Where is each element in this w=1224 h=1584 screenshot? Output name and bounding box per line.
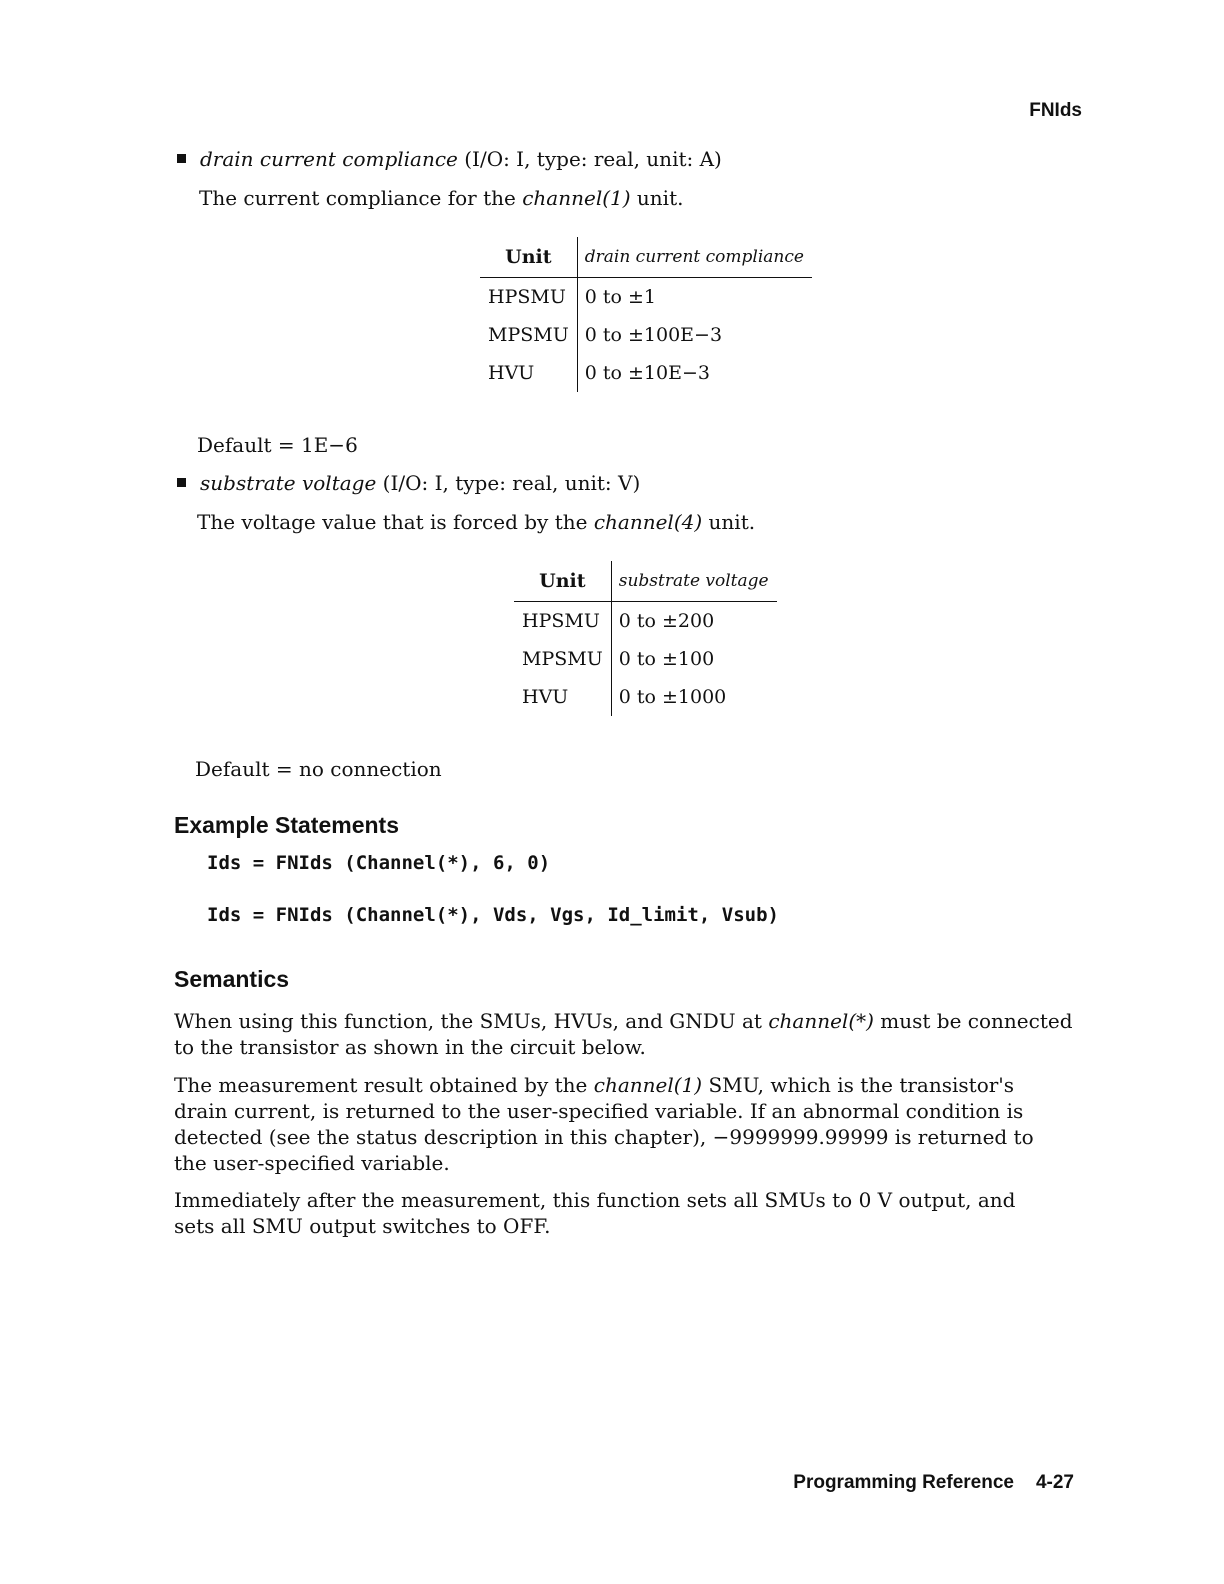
semantics-paragraph: [174, 1008, 1074, 1060]
param-default: Default = 1E−6: [197, 433, 358, 457]
para-text: must be connected to the transistor as shown in the circuit below.: [174, 1009, 1073, 1059]
para-text: When using this function, the SMUs, HVUs, and GNDU at: [174, 1009, 762, 1033]
param-drain-current-compliance: [177, 147, 722, 171]
unit-cell: HVU: [522, 686, 569, 708]
param-name: substrate voltage: [200, 471, 377, 495]
running-header: FNIds: [1029, 100, 1082, 121]
table-header-unit: Unit: [514, 561, 611, 602]
page-number: 4-27: [1035, 1472, 1074, 1493]
range-cell: 0 to ±100E−3: [577, 316, 812, 354]
param-name: drain current compliance: [200, 147, 458, 171]
code-example: Ids = FNIds (Channel(*), Vds, Vgs, Id_limit, Vsub): [207, 904, 779, 926]
substrate-voltage-table: [514, 561, 777, 716]
table-header-value: drain current compliance: [577, 237, 812, 278]
unit-cell: HPSMU: [522, 610, 600, 632]
table-row: [480, 278, 812, 317]
channel-ref: channel(1): [593, 1073, 703, 1097]
table-row: [480, 354, 812, 392]
range-cell: 0 to ±1000: [611, 678, 776, 716]
desc-text: unit.: [708, 510, 756, 534]
table-row: [514, 678, 777, 716]
range-cell: 0 to ±10E−3: [577, 354, 812, 392]
range-cell: 0 to ±100: [611, 640, 776, 678]
unit-cell: MPSMU: [488, 324, 569, 346]
desc-text: The current compliance for the: [199, 186, 516, 210]
table-row: [480, 316, 812, 354]
code-example: Ids = FNIds (Channel(*), 6, 0): [207, 852, 551, 874]
para-text: SMU, which is the transistor's drain current, is returned to the user-specified variable. If an abnormal condition is detected (see the status description in this chapter), −9999999.99999 is returned to the user-specified variable.: [174, 1073, 1034, 1175]
table-header-value: substrate voltage: [611, 561, 776, 602]
channel-ref: channel(*): [768, 1009, 874, 1033]
drain-current-compliance-table: [480, 237, 812, 392]
channel-ref: channel(1): [522, 186, 631, 210]
section-heading-examples: Example Statements: [174, 812, 399, 838]
section-heading-semantics: Semantics: [174, 966, 290, 992]
range-cell: 0 to ±200: [611, 602, 776, 641]
param-spec: (I/O: I, type: real, unit: V): [382, 471, 641, 495]
table-row: [514, 602, 777, 641]
bullet-icon: [177, 154, 186, 163]
semantics-paragraph: Immediately after the measurement, this function sets all SMUs to 0 V output, and sets all SMU output switches to OFF.: [174, 1188, 1016, 1238]
channel-ref: channel(4): [593, 510, 703, 534]
desc-text: The voltage value that is forced by the: [197, 510, 588, 534]
semantics-paragraph: [174, 1072, 1054, 1176]
param-substrate-voltage: [177, 471, 640, 495]
unit-cell: HVU: [488, 362, 535, 384]
table-row: [514, 640, 777, 678]
range-cell: 0 to ±1: [577, 278, 812, 317]
param-spec: (I/O: I, type: real, unit: A): [464, 147, 722, 171]
unit-cell: MPSMU: [522, 648, 603, 670]
param-description: [199, 186, 683, 210]
param-default: Default = no connection: [195, 757, 442, 781]
para-text: The measurement result obtained by the: [174, 1073, 588, 1097]
footer-section: Programming Reference: [793, 1472, 1014, 1493]
bullet-icon: [177, 478, 186, 487]
page-footer: [793, 1472, 1074, 1494]
param-description: [197, 510, 755, 534]
table-header-unit: Unit: [480, 237, 577, 278]
desc-text: unit.: [636, 186, 684, 210]
unit-cell: HPSMU: [488, 286, 566, 308]
